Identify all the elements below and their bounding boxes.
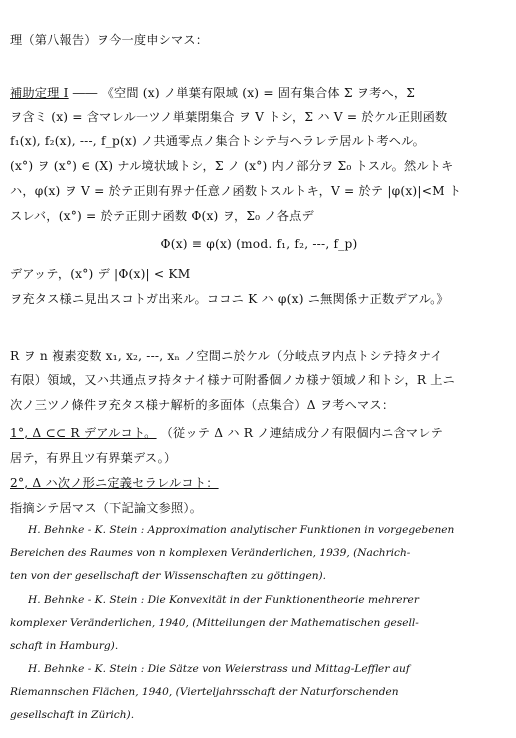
lemma-text: ―― 《空間 (x) ノ単葉有限域 (x) = 固有集合体 Σ ヲ考へ，Σ [72, 86, 416, 100]
reference-2-line-2: komplexer Veränderlichen, 1940, (Mitteilungen der Mathematischen gesell- [10, 617, 419, 629]
lemma-tail-2: ヲ充タス様ニ見出スコトガ出来ル。ココニ K ハ φ(x) ニ無関係ナ正数デアル。》 [10, 292, 449, 306]
body-line-2: 有限）領域，又ハ共通点ヲ持タナイ様ナ可附番個ノカ様ナ領域ノ和トシ，R 上ニ [10, 373, 456, 387]
reference-1-line-3: ten von der gesellschaft der Wissenschaften zu göttingen). [10, 570, 327, 582]
lemma-line-1 [10, 85, 508, 101]
reference-2-line-3: schaft in Hamburg). [10, 640, 119, 652]
lemma-line-6: スレバ，(x°) = 於テ正則ナ函数 Φ(x) ヲ，Σ₀ ノ各点デ [10, 209, 314, 223]
condition-1 [10, 425, 508, 441]
condition-2-label: 2°, Δ ハ次ノ形ニ定義セラレルコト： [10, 476, 219, 490]
lemma-line-4: (x°) ヲ (x°) ∈ (X) ナル境状域トシ，Σ ノ (x°) 内ノ部分ヲ Σ₀ トスル。然ルトキ [10, 159, 454, 173]
condition-2 [10, 475, 508, 491]
body-line-1: R ヲ n 複素変数 x₁, x₂, ---, xₙ ノ空間ニ於ケル（分岐点ヲ内点トシテ持タナイ [10, 349, 443, 363]
reference-2-line-1: H. Behnke - K. Stein : Die Konvexität in der Funktionentheorie mehrerer [28, 594, 419, 606]
note-line: 指摘シテ居マス（下記論文参照）。 [10, 501, 203, 515]
reference-1-line-1: H. Behnke - K. Stein : Approximation analytischer Funktionen in vorgegebenen [28, 524, 455, 536]
lemma-formula: Φ(x) ≡ φ(x) (mod. f₁, f₂, ---, f_p) [160, 237, 358, 251]
lemma-line-3: f₁(x), f₂(x), ---, f_p(x) ノ共通零点ノ集合トシテ与ヘラレテ居ルト考ヘル。 [10, 134, 425, 148]
reference-3-line-1: H. Behnke - K. Stein : Die Sätze von Weierstrass und Mittag-Leffler auf [28, 663, 410, 675]
condition-1-rest: （従ッテ Δ ハ R ノ連結成分ノ有限個内ニ含マレテ [160, 426, 444, 440]
condition-1-label: 1°, Δ ⊂⊂ R デアルコト。 [10, 426, 157, 440]
lemma-tail-1: デアッテ，(x°) デ |Φ(x)| < KM [10, 267, 191, 281]
reference-1-line-2: Bereichen des Raumes von n komplexen Veränderlichen, 1939, (Nachrich- [10, 547, 411, 559]
reference-3-line-2: Riemannschen Flächen, 1940, (Vierteljahrsschaft der Naturforschenden [10, 686, 399, 698]
lemma-line-5: ハ，φ(x) ヲ V = 於テ正則有界ナ任意ノ函数トスルトキ，V = 於テ |φ(x)|<M ト [10, 184, 462, 198]
body-line-3: 次ノ三ツノ條件ヲ充タス様ナ解析的多面体（点集合）Δ ヲ考ヘマス： [10, 398, 395, 412]
reference-3-line-3: gesellschaft in Zürich). [10, 709, 135, 721]
lemma-line-2: ヲ含ミ (x) = 含マレル一ツノ単葉閉集合 ヲ V トシ，Σ ハ V = 於ケル正則函数 [10, 110, 448, 124]
lemma-label: 補助定理 I [10, 86, 69, 100]
header-line: 理（第八報告）ヲ今一度申シマス： [10, 33, 209, 47]
condition-1-cont: 居テ，有界且ツ有界葉デス。） [10, 451, 177, 465]
